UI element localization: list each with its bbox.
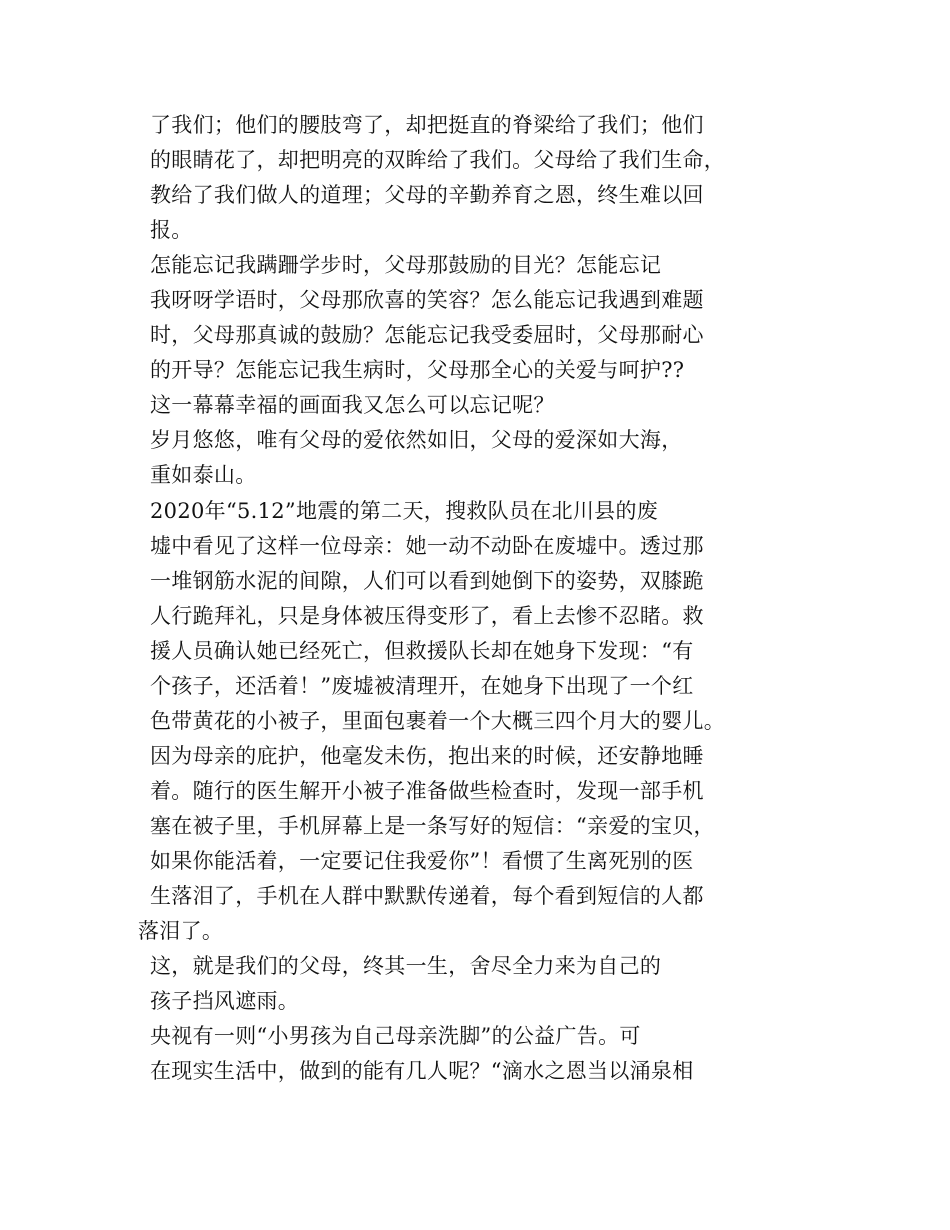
text-line: 着。随行的医生解开小被子准备做些检查时，发现一部手机	[150, 779, 704, 803]
text-line: 一堆钢筋水泥的间隙，人们可以看到她倒下的姿势，双膝跪	[150, 569, 704, 593]
text-line: 孩子挡风遮雨。	[150, 989, 300, 1013]
text-line: 了我们；他们的腰肢弯了，却把挺直的脊梁给了我们；他们	[150, 113, 704, 137]
text-line: 色带黄花的小被子，里面包裹着一个大概三四个月大的婴儿。	[150, 709, 726, 733]
text-line: 重如泰山。	[150, 463, 257, 487]
text-line: 怎能忘记我蹒跚学步时，父母那鼓励的目光？怎能忘记	[150, 253, 662, 277]
text-line: 塞在被子里，手机屏幕上是一条写好的短信：“亲爱的宝贝，	[150, 814, 715, 838]
text-line: 我呀呀学语时，父母那欣喜的笑容？怎么能忘记我遇到难题	[150, 288, 704, 312]
text-line: 这，就是我们的父母，终其一生，舍尽全力来为自己的	[150, 954, 662, 978]
text-line: 央视有一则“小男孩为自己母亲洗脚”的公益广告。可	[150, 1024, 641, 1048]
text-line: 的开导？怎能忘记我生病时，父母那全心的关爱与呵护??	[150, 358, 685, 382]
text-line: 岁月悠悠，唯有父母的爱依然如旧，父母的爱深如大海，	[150, 428, 683, 452]
text-line: 墟中看见了这样一位母亲：她一动不动卧在废墟中。透过那	[150, 534, 704, 558]
text-line: 这一幕幕幸福的画面我又怎么可以忘记呢？	[150, 393, 555, 417]
text-line: 2020年“5.12”地震的第二天，搜救队员在北川县的废	[150, 499, 659, 523]
text-line: 报。	[150, 218, 193, 242]
text-line: 个孩子，还活着！”废墟被清理开，在她身下出现了一个红	[150, 674, 694, 698]
text-line: 在现实生活中，做到的能有几人呢？“滴水之恩当以涌泉相	[150, 1059, 694, 1083]
text-line: 的眼睛花了，却把明亮的双眸给了我们。父母给了我们生命，	[150, 148, 726, 172]
text-line: 因为母亲的庇护，他毫发未伤，抱出来的时候，还安静地睡	[150, 744, 704, 768]
text-line: 落泪了。	[138, 919, 224, 943]
text-line: 援人员确认她已经死亡，但救援队长却在她身下发现：“有	[150, 639, 694, 663]
text-line: 人行跪拜礼，只是身体被压得变形了，看上去惨不忍睹。救	[150, 604, 704, 628]
text-line: 教给了我们做人的道理；父母的辛勤养育之恩，终生难以回	[150, 183, 704, 207]
text-line: 如果你能活着，一定要记住我爱你”！看惯了生离死别的医	[150, 849, 694, 873]
text-line: 时，父母那真诚的鼓励？怎能忘记我受委屈时，父母那耐心	[150, 323, 704, 347]
text-line: 生落泪了，手机在人群中默默传递着，每个看到短信的人都	[150, 884, 704, 908]
